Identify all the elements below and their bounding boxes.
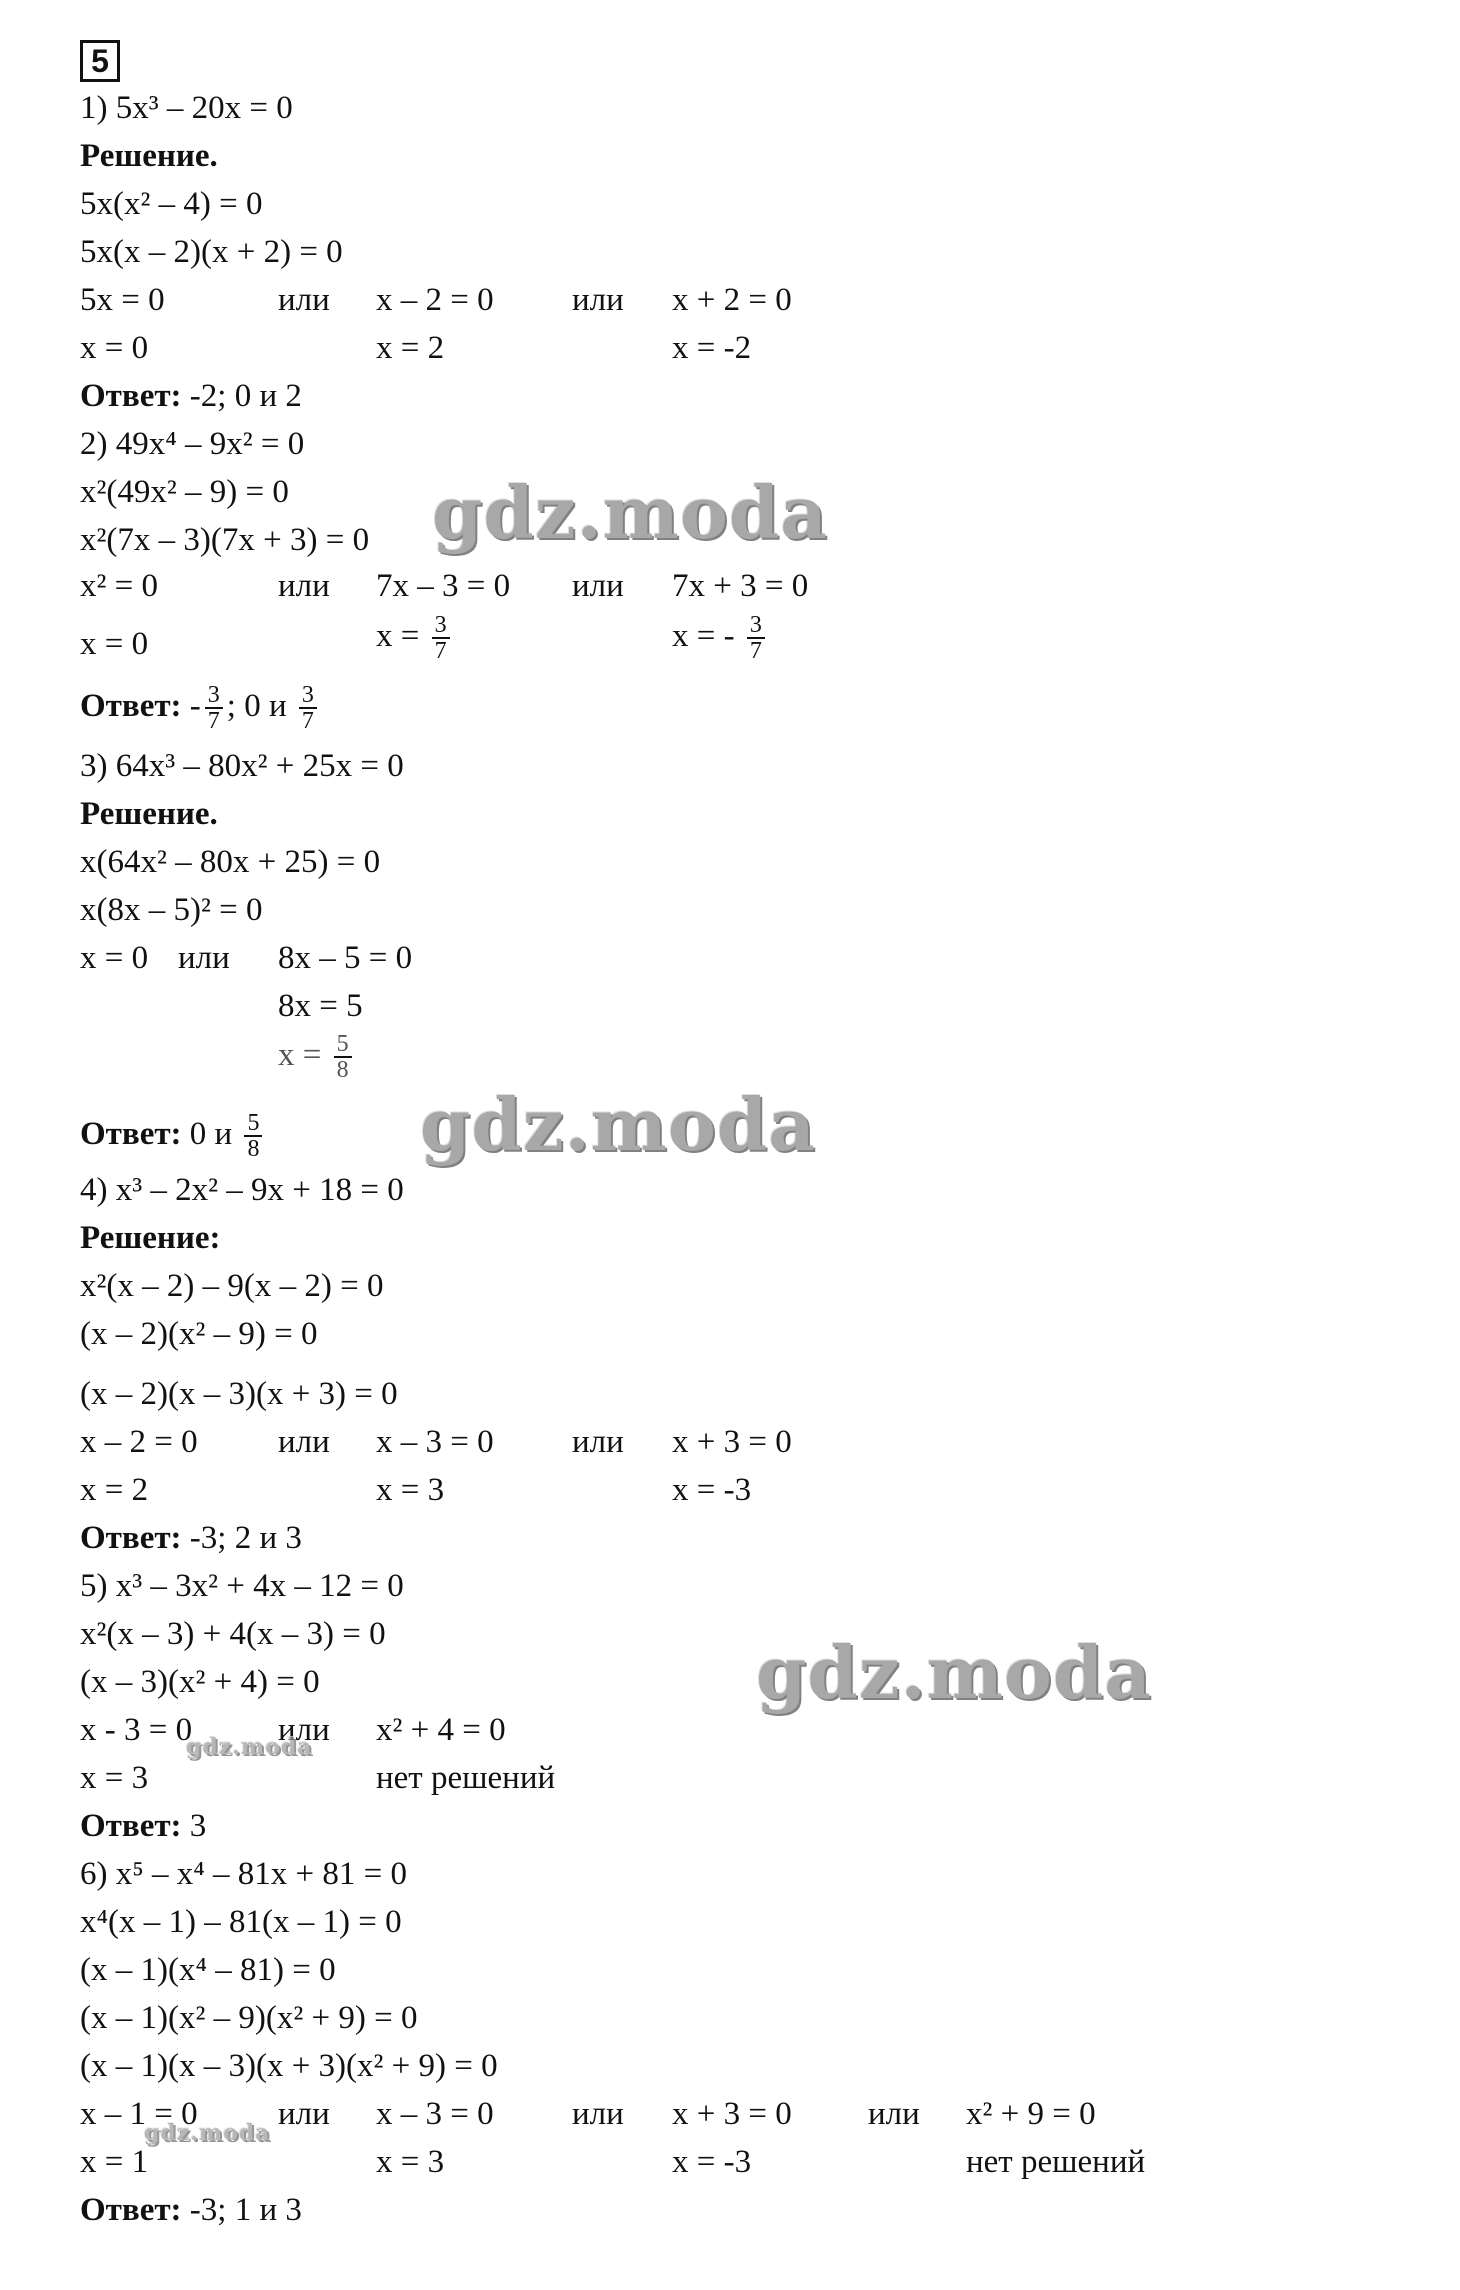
p6-answer — [80, 2190, 302, 2230]
or-word: или — [278, 2096, 330, 2132]
p1-step-1: 5x(x² – 4) = 0 — [80, 186, 263, 222]
p4-answer-value: -3; 2 и 3 — [189, 1520, 302, 1556]
solution-label: Решение: — [80, 1220, 221, 1256]
p3-step-1: x(64x² – 80x + 25) = 0 — [80, 844, 381, 880]
p5-step-1: x²(x – 3) + 4(x – 3) = 0 — [80, 1616, 386, 1652]
answer-label: Ответ: — [80, 1116, 182, 1152]
watermark: gdz.moda — [420, 1082, 816, 1167]
p3-answer-pre: 0 и — [189, 1116, 233, 1152]
problem-5-header: 5) x³ – 3x² + 4x – 12 = 0 — [80, 1568, 404, 1604]
fraction-numerator: 5 — [334, 1032, 352, 1058]
p4-case-c: x + 3 = 0 — [672, 1424, 792, 1460]
p4-root-c: x = -3 — [672, 1472, 752, 1508]
p5-case-a: x - 3 = 0 — [80, 1712, 193, 1748]
fraction-denominator: 7 — [207, 708, 220, 735]
p4-root-a: x = 2 — [80, 1472, 149, 1508]
p1-root-b: x = 2 — [376, 330, 445, 366]
fraction-numerator: 3 — [205, 683, 223, 709]
p5-answer — [80, 1806, 206, 1846]
p2-root-c — [672, 612, 769, 663]
p1-answer-value: -2; 0 и 2 — [189, 378, 302, 414]
p4-root-b: x = 3 — [376, 1472, 445, 1508]
p1-case-b: x – 2 = 0 — [376, 282, 494, 318]
no-solutions-text: нет решений — [966, 2144, 1146, 2180]
p4-case-b: x – 3 = 0 — [376, 1424, 494, 1460]
fraction-denominator: 8 — [336, 1057, 349, 1084]
problem-1-header: 1) 5x³ – 20x = 0 — [80, 90, 293, 126]
p1-step-2: 5x(x – 2)(x + 2) = 0 — [80, 234, 343, 270]
problem-2-header: 2) 49x⁴ – 9x² = 0 — [80, 426, 305, 462]
p6-case-a: x – 1 = 0 — [80, 2096, 198, 2132]
p6-case-c: x + 3 = 0 — [672, 2096, 792, 2132]
solution-label: Решение. — [80, 138, 218, 174]
or-word: или — [178, 940, 230, 976]
fraction-denominator: 7 — [749, 638, 762, 665]
or-word: или — [278, 1424, 330, 1460]
watermark: gdz.moda — [144, 2120, 271, 2146]
p6-step-2: (x – 1)(x⁴ – 81) = 0 — [80, 1952, 336, 1988]
no-solutions-text: нет решений — [376, 1760, 556, 1796]
p3-step-3: 8x = 5 — [278, 988, 363, 1024]
p3-step-2: x(8x – 5)² = 0 — [80, 892, 263, 928]
answer-label: Ответ: — [80, 688, 182, 724]
p6-answer-value: -3; 1 и 3 — [189, 2192, 302, 2228]
p3-case-a: x = 0 — [80, 940, 149, 976]
or-word: или — [278, 1712, 330, 1748]
fraction-numerator: 3 — [432, 613, 450, 639]
p2-step-1: x²(49x² – 9) = 0 — [80, 474, 289, 510]
p4-case-a: x – 2 = 0 — [80, 1424, 198, 1460]
task-number-box: 5 — [80, 40, 120, 82]
answer-label: Ответ: — [80, 378, 182, 414]
answer-label: Ответ: — [80, 1520, 182, 1556]
p4-step-1: x²(x – 2) – 9(x – 2) = 0 — [80, 1268, 384, 1304]
p6-case-d: x² + 9 = 0 — [966, 2096, 1096, 2132]
or-word: или — [278, 282, 330, 318]
fraction-denominator: 8 — [247, 1136, 260, 1163]
p2-answer-mid: ; 0 и — [226, 688, 287, 724]
p6-step-4: (x – 1)(x – 3)(x + 3)(x² + 9) = 0 — [80, 2048, 498, 2084]
p2-root-b-text: x = — [376, 618, 420, 654]
or-word: или — [278, 568, 330, 604]
fraction-numerator: 3 — [299, 683, 317, 709]
p5-step-2: (x – 3)(x² + 4) = 0 — [80, 1664, 320, 1700]
p4-step-3: (x – 2)(x – 3)(x + 3) = 0 — [80, 1376, 398, 1412]
or-word: или — [572, 568, 624, 604]
fraction-numerator: 3 — [747, 613, 765, 639]
fraction-numerator: 5 — [244, 1111, 262, 1137]
fraction-denominator: 7 — [301, 708, 314, 735]
p1-root-a: x = 0 — [80, 330, 149, 366]
or-word: или — [572, 282, 624, 318]
fraction — [205, 683, 223, 733]
watermark: gdz.moda — [756, 1630, 1152, 1715]
fraction-denominator: 7 — [434, 638, 447, 665]
fraction — [432, 613, 450, 663]
answer-label: Ответ: — [80, 2192, 182, 2228]
p6-root-b: x = 3 — [376, 2144, 445, 2180]
p3-step-4-text: x = — [278, 1037, 322, 1073]
p5-answer-value: 3 — [189, 1808, 207, 1844]
solution-label: Решение. — [80, 796, 218, 832]
problem-3-header: 3) 64x³ – 80x² + 25x = 0 — [80, 748, 404, 784]
p1-answer — [80, 376, 302, 416]
watermark: gdz.moda — [186, 1734, 313, 1760]
p3-answer — [80, 1108, 266, 1161]
fraction — [244, 1111, 262, 1161]
p4-step-2: (x – 2)(x² – 9) = 0 — [80, 1316, 318, 1352]
p6-step-3: (x – 1)(x² – 9)(x² + 9) = 0 — [80, 2000, 418, 2036]
p3-step-4 — [278, 1030, 356, 1082]
p2-step-2: x²(7x – 3)(7x + 3) = 0 — [80, 522, 370, 558]
p2-root-a: x = 0 — [80, 626, 149, 662]
p1-case-c: x + 2 = 0 — [672, 282, 792, 318]
fraction — [299, 683, 317, 733]
or-word: или — [572, 1424, 624, 1460]
p3-case-b: 8x – 5 = 0 — [278, 940, 413, 976]
p2-root-c-text: x = - — [672, 618, 735, 654]
or-word: или — [868, 2096, 920, 2132]
p5-case-b: x² + 4 = 0 — [376, 1712, 506, 1748]
p6-root-a: x = 1 — [80, 2144, 149, 2180]
p2-case-a: x² = 0 — [80, 568, 159, 604]
p2-answer-pre: - — [189, 688, 201, 724]
fraction — [334, 1032, 352, 1082]
p1-case-a: 5x = 0 — [80, 282, 165, 318]
p2-answer — [80, 680, 321, 733]
p6-case-b: x – 3 = 0 — [376, 2096, 494, 2132]
fraction — [747, 613, 765, 663]
watermark: gdz.moda — [432, 470, 828, 555]
problem-4-header: 4) x³ – 2x² – 9x + 18 = 0 — [80, 1172, 404, 1208]
p6-root-c: x = -3 — [672, 2144, 752, 2180]
p2-root-b — [376, 612, 454, 663]
p5-root-a: x = 3 — [80, 1760, 149, 1796]
p4-answer — [80, 1518, 302, 1558]
p2-case-b: 7x – 3 = 0 — [376, 568, 511, 604]
or-word: или — [572, 2096, 624, 2132]
p1-root-c: x = -2 — [672, 330, 752, 366]
p6-step-1: x⁴(x – 1) – 81(x – 1) = 0 — [80, 1904, 402, 1940]
p2-case-c: 7x + 3 = 0 — [672, 568, 809, 604]
answer-label: Ответ: — [80, 1808, 182, 1844]
problem-6-header: 6) x⁵ – x⁴ – 81x + 81 = 0 — [80, 1856, 407, 1892]
